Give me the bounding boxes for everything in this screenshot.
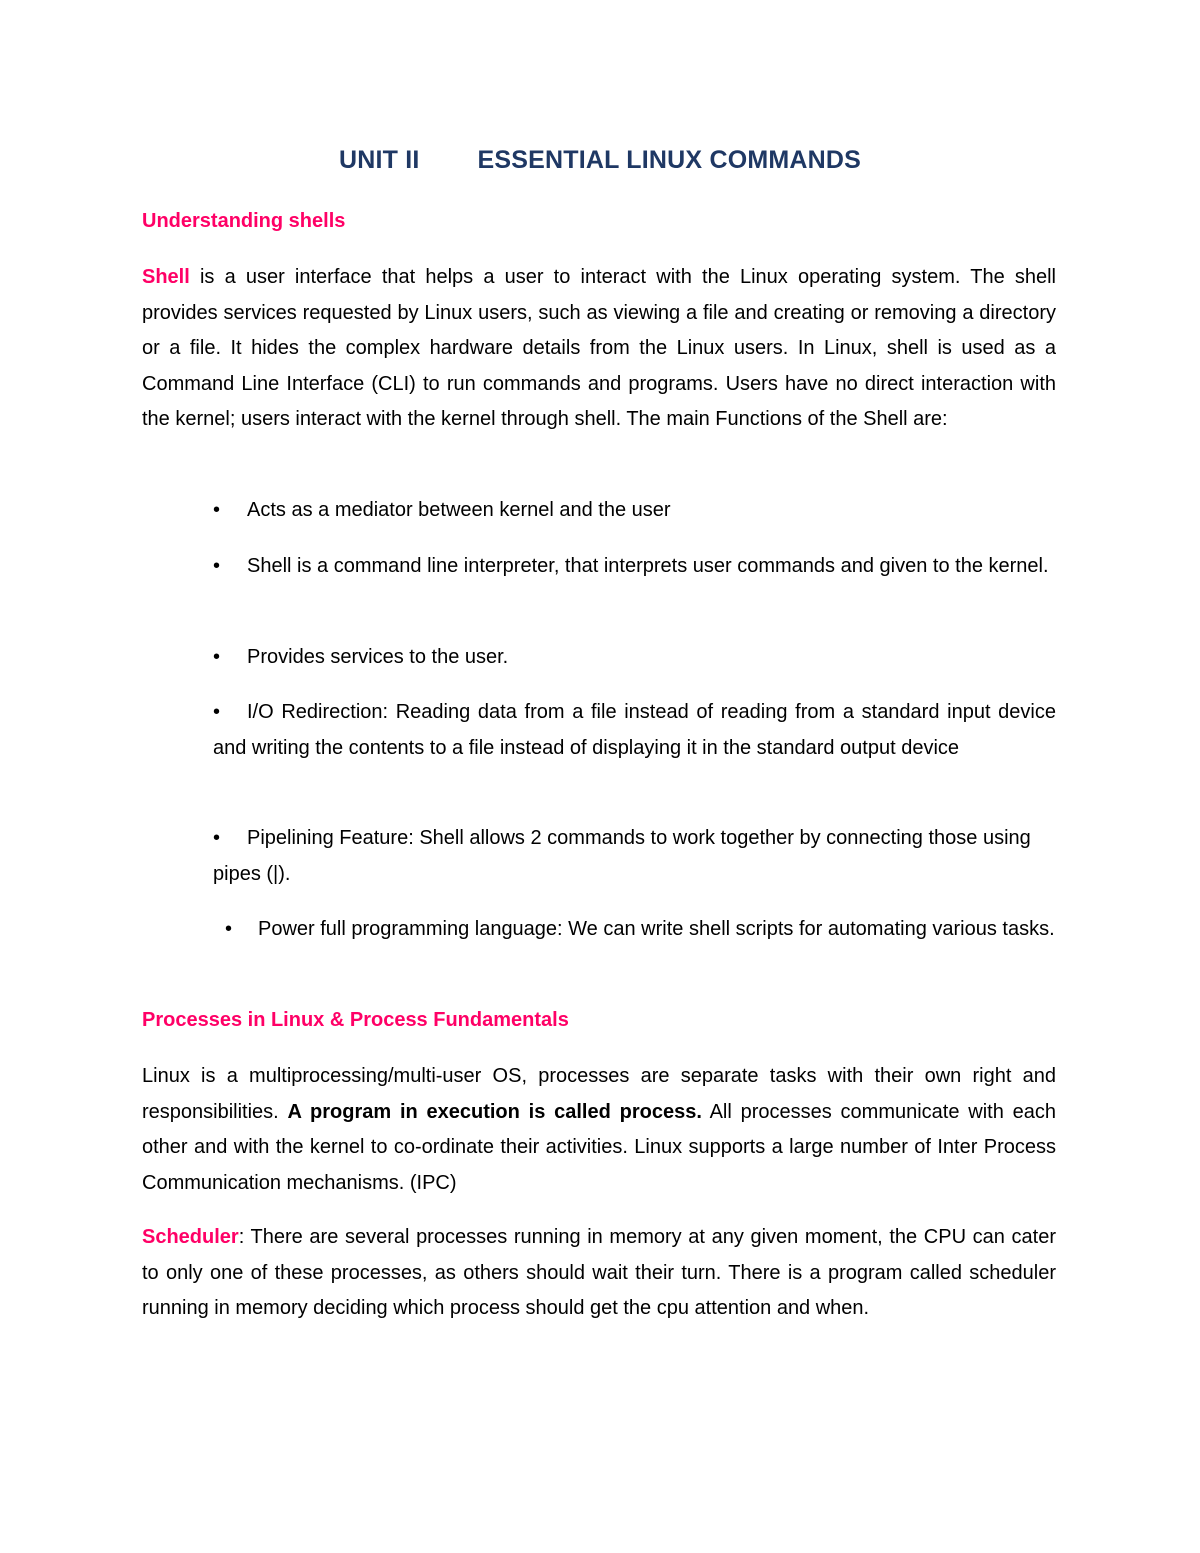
shell-intro-text: is a user interface that helps a user to interact with the Linux operating system. The shell provides services requested by Linux users, such as viewing a file and creating or removing a directory or a file. It hides the complex hardware details from the Linux users. In Linux, shell is used as a Command Line Interface (CLI) to run commands and programs. Users have no direct interaction with the kernel; users interact with the kernel through shell. The main Functions of the Shell are: bbox=[142, 266, 1056, 431]
list-item: • Pipelining Feature: Shell allows 2 commands to work together by connecting those using pipes (|). bbox=[213, 821, 1059, 892]
scheduler-text: : There are several processes running in memory at any given moment, the CPU can cater to only one of these processes, as others should wait their turn. There is a program called scheduler running in memory deciding which process should get the cpu attention and when. bbox=[142, 1226, 1056, 1320]
scheduler-label: Scheduler bbox=[142, 1226, 239, 1248]
list-item: • I/O Redirection: Reading data from a file instead of reading from a standard input device and writing the contents to a file instead of displaying it in the standard output device bbox=[213, 695, 1056, 766]
bullet-icon: • bbox=[225, 918, 233, 940]
bullet-icon: • bbox=[213, 555, 221, 577]
scheduler-paragraph bbox=[142, 1220, 1056, 1327]
list-item: • Power full programming language: We can write shell scripts for automating various tasks. bbox=[219, 912, 1059, 948]
list-item: • Acts as a mediator between kernel and the user bbox=[213, 493, 1059, 529]
bullet-icon: • bbox=[213, 701, 221, 723]
page-title bbox=[0, 146, 1200, 175]
unit-name: ESSENTIAL LINUX COMMANDS bbox=[477, 146, 862, 174]
processes-paragraph: Linux is a multiprocessing/multi-user OS, processes are separate tasks with their own right and responsibilities. A program in execution is called process. All processes communicate with each other and with the kernel to co-ordinate their activities. Linux supports a large number of Inter Process Communication mechanisms. (IPC) bbox=[142, 1065, 1056, 1194]
shell-intro-paragraph bbox=[142, 260, 1056, 438]
unit-label: UNIT II bbox=[338, 146, 420, 174]
section-heading-processes: Processes in Linux & Process Fundamentals bbox=[142, 1009, 569, 1031]
shell-label: Shell bbox=[142, 266, 190, 288]
bullet-icon: • bbox=[213, 827, 221, 849]
section-heading-shells: Understanding shells bbox=[142, 210, 346, 232]
bullet-icon: • bbox=[213, 646, 221, 668]
bullet-icon: • bbox=[213, 499, 221, 521]
process-definition: A program in execution is called process. bbox=[287, 1100, 702, 1123]
list-item: • Provides services to the user. bbox=[213, 640, 1059, 676]
list-item: • Shell is a command line interpreter, that interprets user commands and given to the kernel. bbox=[213, 549, 1059, 585]
